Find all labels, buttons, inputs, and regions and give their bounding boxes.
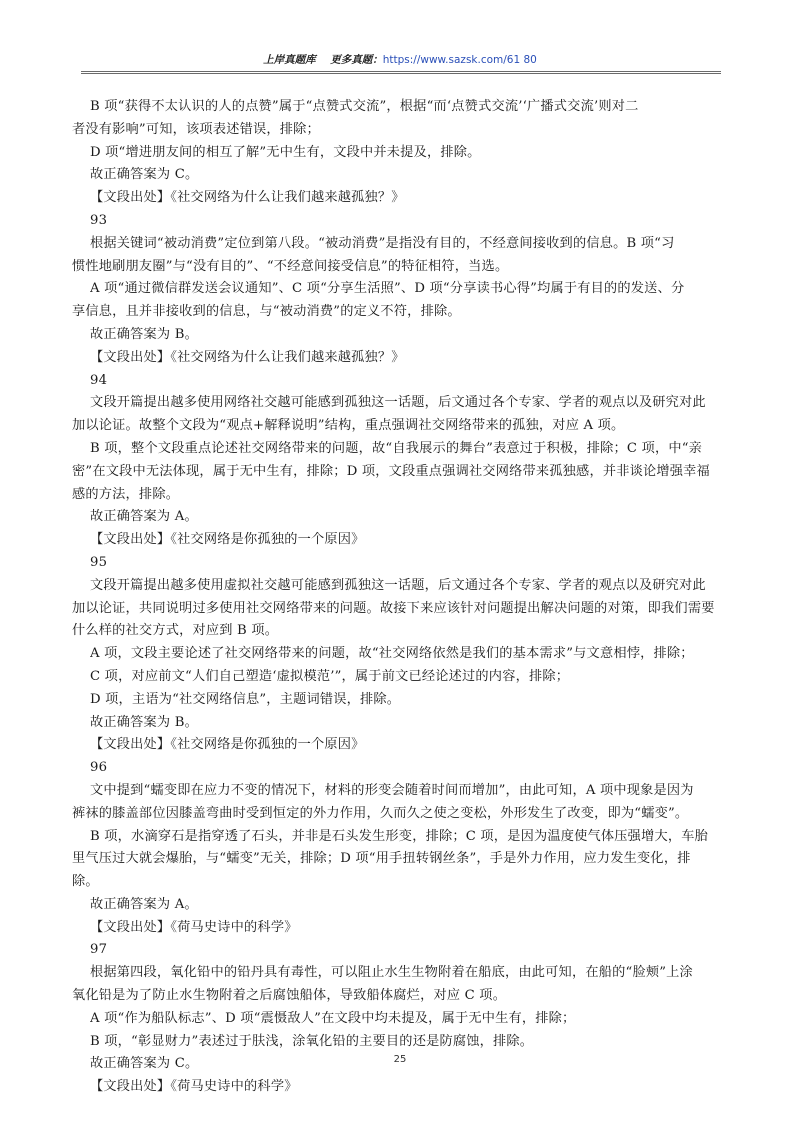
text-line: 94 — [90, 372, 108, 388]
text-line: 【文段出处】《社交网络是你孤独的一个原因》 — [90, 737, 365, 753]
text-line: 加以论证，共同说明过多使用社交网络带来的问题。故接下来应该针对问题提出解决问题的对策，即我们需要 — [72, 600, 715, 616]
text-line: 故正确答案为 B。 — [90, 714, 198, 730]
text-line: 【文段出处】《社交网络为什么让我们越来越孤独？》 — [90, 349, 405, 365]
text-line: A 项“通过微信群发送会议通知”、C 项“分享生活照”、D 项“分享读书心得”均属于有目的的发送、分 — [90, 281, 685, 297]
page-number: 25 — [393, 1054, 407, 1065]
header-divider — [81, 71, 721, 74]
text-line: 【文段出处】《社交网络为什么让我们越来越孤独？》 — [90, 190, 405, 206]
text-line: 文中提到“蠕变即在应力不变的情况下，材料的形变会随着时间而增加”，由此可知，A 项中现象是因为 — [90, 782, 694, 798]
text-line: 97 — [90, 942, 108, 958]
text-line: 享信息，且并非接收到的信息，与“被动消费”的定义不符，排除。 — [72, 304, 461, 320]
document-body — [72, 96, 720, 1099]
text-line: 故正确答案为 A。 — [90, 509, 198, 525]
text-line: D 项，主语为“社交网络信息”，主题词错误，排除。 — [90, 691, 401, 707]
page-header — [0, 52, 800, 67]
text-line: 文段开篇提出越多使用网络社交越可能感到孤独这一话题，后文通过各个专家、学者的观点以及研究对此 — [90, 395, 706, 411]
text-line: 根据关键词“被动消费”定位到第八段。“被动消费”是指没有目的，不经意间接收到的信息。B 项“习 — [90, 235, 675, 251]
header-url-link[interactable]: https://www.sazsk.com/61 80 — [382, 54, 537, 66]
text-line: 【文段出处】《荷马史诗中的科学》 — [90, 919, 298, 935]
text-line: 根据第四段，氧化铅中的铅丹具有毒性，可以阻止水生生物附着在船底，由此可知，在船的“脸颊”上涂 — [90, 965, 693, 981]
text-line: 裤袜的膝盖部位因膝盖弯曲时受到恒定的外力作用，久而久之使之变松，外形发生了改变，即为“蠕变”。 — [72, 805, 689, 821]
text-line: A 项“作为船队标志”、D 项“震慑敌人”在文段中均未提及，属于无中生有，排除； — [90, 1010, 576, 1026]
text-line: B 项，“彰显财力”表述过于肤浅，涂氧化铅的主要目的还是防腐蚀，排除。 — [90, 1033, 534, 1049]
text-line: 加以论证。故整个文段为“观点+解释说明”结构，重点强调社交网络带来的孤独，对应 A 项。 — [72, 418, 625, 434]
text-line: B 项，整个文段重点论述社交网络带来的问题，故“自我展示的舞台”表意过于积极，排除；C 项，中“亲 — [90, 440, 703, 456]
text-line: 除。 — [72, 874, 99, 890]
text-line: B 项，水滴穿石是指穿透了石头，并非是石头发生形变，排除；C 项，是因为温度使气体压强增大，车胎 — [90, 828, 709, 844]
text-line: 里气压过大就会爆胎，与“蠕变”无关，排除；D 项“用手扭转钢丝条”，手是外力作用，应力发生变化，排 — [72, 851, 691, 867]
text-line: 95 — [90, 554, 108, 570]
text-line: 什么样的社交方式，对应到 B 项。 — [72, 623, 279, 639]
text-line: D 项“增进朋友间的相互了解”无中生有，文段中并未提及，排除。 — [90, 144, 481, 160]
text-line: 故正确答案为 A。 — [90, 896, 198, 912]
text-line: 文段开篇提出越多使用虚拟社交越可能感到孤独这一话题，后文通过各个专家、学者的观点以及研究对此 — [90, 577, 706, 593]
text-line: 惯性地刷朋友圈”与“没有目的”、“不经意间接受信息”的特征相符，当选。 — [72, 258, 509, 274]
header-separator — [316, 54, 331, 66]
text-line: 故正确答案为 C。 — [90, 167, 199, 183]
text-line: 【文段出处】《荷马史诗中的科学》 — [90, 1079, 298, 1095]
text-line: B 项“获得不太认识的人的点赞”属于“点赞式交流”，根据“而‘点赞式交流’‘广播式交流’则对二 — [90, 99, 639, 114]
text-line: C 项，对应前文“人们自己塑造‘虚拟模范’”，属于前文已经论述过的内容，排除； — [90, 668, 570, 684]
text-line: 93 — [90, 212, 108, 228]
text-line: 密”在文段中无法体现，属于无中生有，排除；D 项，文段重点强调社交网络带来孤独感，并非谈论增强幸福 — [72, 463, 710, 479]
text-line: A 项，文段主要论述了社交网络带来的问题，故“社交网络依然是我们的基本需求”与文意相悖，排除； — [90, 646, 694, 662]
header-brand: 上岸真题库 — [263, 54, 316, 66]
text-line: 氧化铅是为了防止水生物附着之后腐蚀船体，导致船体腐烂，对应 C 项。 — [72, 988, 507, 1004]
header-more-label: 更多真题： — [330, 54, 383, 66]
text-line: 故正确答案为 C。 — [90, 1056, 199, 1072]
text-line: 者没有影响”可知，该项表述错误，排除； — [72, 121, 320, 137]
text-line: 【文段出处】《社交网络是你孤独的一个原因》 — [90, 532, 365, 548]
text-line: 96 — [90, 760, 108, 776]
text-line: 故正确答案为 B。 — [90, 326, 198, 342]
text-line: 感的方法，排除。 — [72, 486, 180, 502]
